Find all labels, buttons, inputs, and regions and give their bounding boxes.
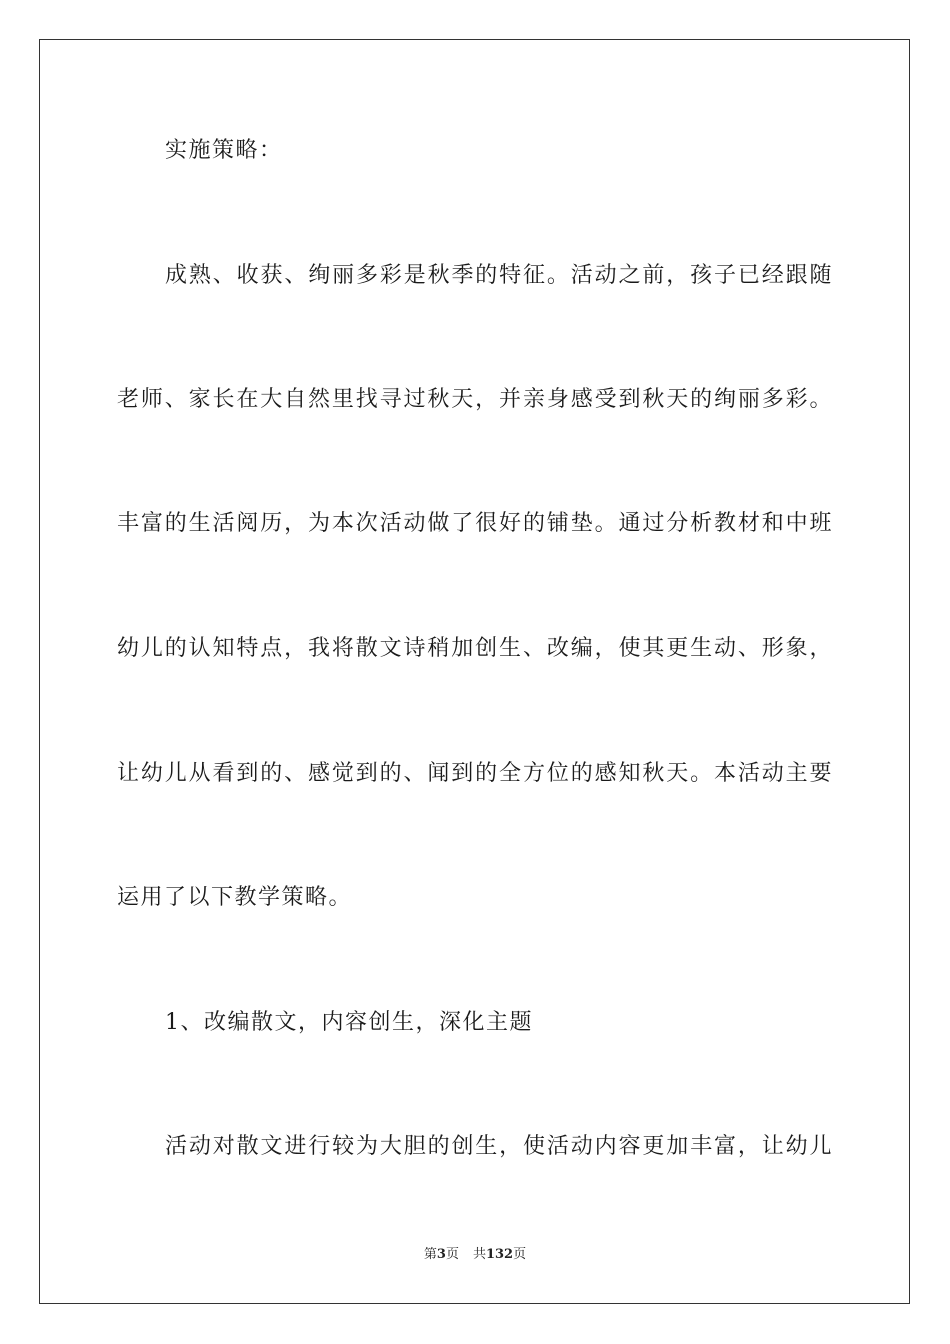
footer-total-prefix: 共 <box>472 1247 486 1262</box>
paragraph-line: 运用了以下教学策略。 <box>117 885 353 910</box>
paragraph-line: 活动对散文进行较为大胆的创生，使活动内容更加丰富，让幼儿 <box>165 1134 833 1159</box>
footer-total-suffix: 页 <box>513 1247 527 1262</box>
page-border <box>39 39 910 1304</box>
section-heading: 实施策略： <box>165 138 283 163</box>
footer-page-suffix: 页 <box>445 1247 459 1262</box>
footer-total-pages: 132 <box>485 1247 514 1262</box>
paragraph-line: 幼儿的认知特点，我将散文诗稍加创生、改编，使其更生动、形象， <box>117 636 833 661</box>
page-footer <box>0 1246 950 1264</box>
footer-page-prefix: 第 <box>423 1247 437 1262</box>
paragraph-line: 老师、家长在大自然里找寻过秋天，并亲身感受到秋天的绚丽多彩。 <box>117 387 833 412</box>
paragraph-line: 成熟、收获、绚丽多彩是秋季的特征。活动之前，孩子已经跟随 <box>165 263 833 288</box>
subsection-heading: 1、改编散文，内容创生，深化主题 <box>165 1010 533 1035</box>
footer-page-number: 3 <box>436 1247 446 1262</box>
paragraph-line: 让幼儿从看到的、感觉到的、闻到的全方位的感知秋天。本活动主要 <box>117 761 833 786</box>
paragraph-line: 丰富的生活阅历，为本次活动做了很好的铺垫。通过分析教材和中班 <box>117 511 833 536</box>
